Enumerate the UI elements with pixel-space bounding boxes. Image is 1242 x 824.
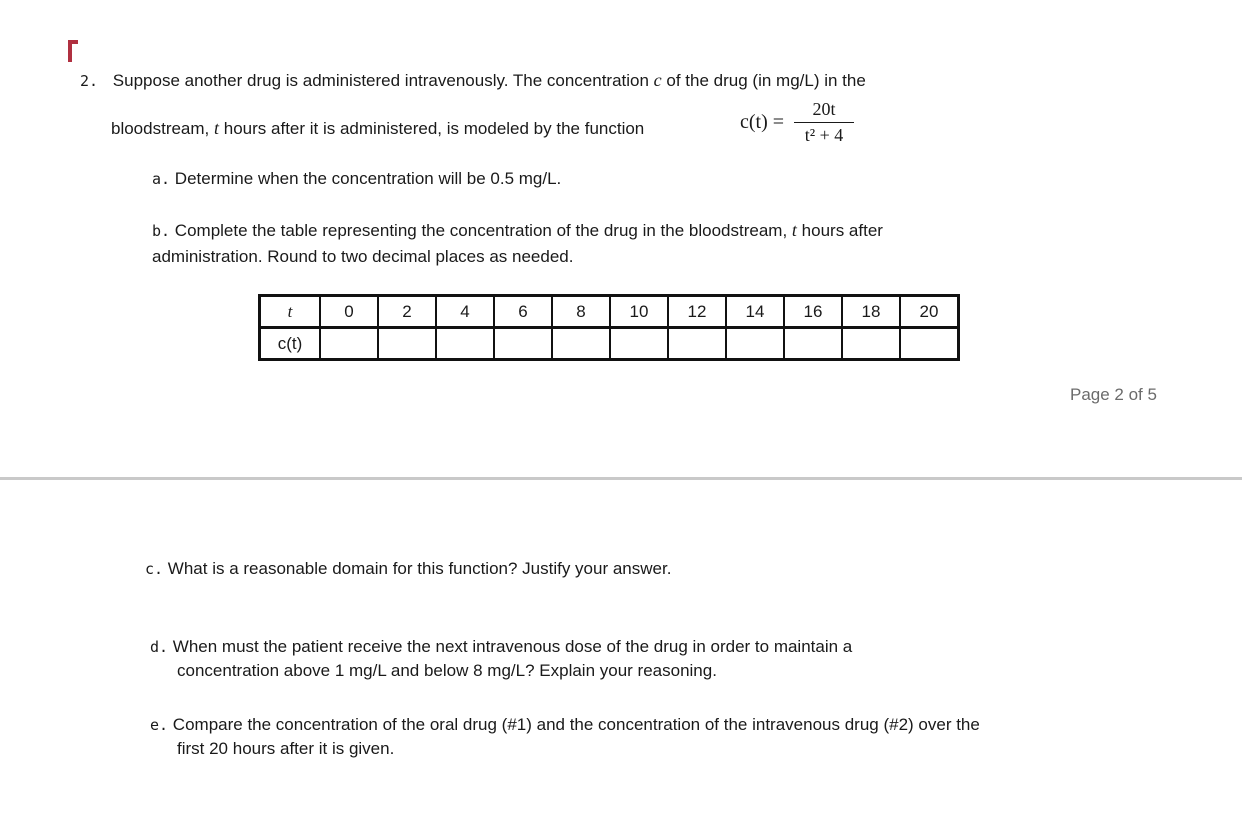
- question-2-line-1: [80, 70, 866, 91]
- ct-answer-cell[interactable]: [784, 328, 842, 360]
- t-value-cell: 4: [436, 296, 494, 328]
- variable-c: c: [653, 70, 662, 90]
- t-value-cell: 2: [378, 296, 436, 328]
- ct-answer-cell[interactable]: [552, 328, 610, 360]
- part-b-line-1: [152, 220, 883, 241]
- part-e-text: Compare the concentration of the oral drug (#1) and the concentration of the intravenous drug (#2) over the: [172, 715, 980, 734]
- ct-answer-cell[interactable]: [378, 328, 436, 360]
- fraction-bar: [794, 122, 854, 123]
- part-c: [145, 559, 671, 579]
- t-value-cell: 10: [610, 296, 668, 328]
- ct-answer-cell[interactable]: [494, 328, 552, 360]
- t-value-cell: 8: [552, 296, 610, 328]
- formula-lhs: c(t) =: [740, 111, 785, 133]
- part-c-letter: c.: [145, 560, 164, 578]
- ct-answer-cell[interactable]: [320, 328, 378, 360]
- ct-answer-cell[interactable]: [726, 328, 784, 360]
- part-e-line-2: first 20 hours after it is given.: [177, 739, 395, 758]
- ct-answer-cell[interactable]: [842, 328, 900, 360]
- part-b-letter: b.: [152, 222, 171, 240]
- t-value-cell: 16: [784, 296, 842, 328]
- t-value-cell: 12: [668, 296, 726, 328]
- part-a: [152, 169, 561, 189]
- part-e-line-1: [150, 715, 980, 735]
- part-e-letter: e.: [150, 716, 169, 734]
- ct-answer-cell[interactable]: [436, 328, 494, 360]
- part-c-text: What is a reasonable domain for this function? Justify your answer.: [167, 559, 672, 578]
- variable-t: t: [214, 118, 220, 138]
- question-number: 2.: [80, 72, 99, 90]
- part-d-text: When must the patient receive the next intravenous dose of the drug in order to maintain a: [172, 637, 853, 656]
- question-2-line-2: [111, 118, 644, 139]
- part-d-letter: d.: [150, 638, 169, 656]
- part-a-letter: a.: [152, 170, 171, 188]
- part-a-text: Determine when the concentration will be 0.5 mg/L.: [174, 169, 562, 188]
- ct-answer-cell[interactable]: [900, 328, 959, 360]
- formula-denominator: t² + 4: [804, 125, 844, 145]
- corner-bracket-mark: [68, 40, 80, 62]
- ct-answer-cell[interactable]: [610, 328, 668, 360]
- formula-fraction: [794, 98, 854, 145]
- t-value-cell: 20: [900, 296, 959, 328]
- t-value-cell: 14: [726, 296, 784, 328]
- t-value-cell: 0: [320, 296, 378, 328]
- row-header-t: t: [260, 296, 321, 328]
- concentration-table: [258, 294, 960, 361]
- formula-numerator: 20t: [812, 99, 836, 119]
- question-text-cont: hours after it is administered, is modeled by the function: [223, 119, 645, 138]
- question-text: Suppose another drug is administered intravenously. The concentration: [112, 71, 649, 90]
- part-b-text: Complete the table representing the concentration of the drug in the bloodstream,: [174, 221, 788, 240]
- t-value-cell: 6: [494, 296, 552, 328]
- row-header-ct: c(t): [260, 328, 321, 360]
- ct-answer-cell[interactable]: [668, 328, 726, 360]
- part-b-line-2: administration. Round to two decimal places as needed.: [152, 247, 574, 266]
- part-b-text-cont: hours after: [801, 221, 883, 240]
- concentration-formula: [740, 98, 860, 154]
- page-number: Page 2 of 5: [1070, 385, 1157, 404]
- table-row-ct: [260, 328, 959, 360]
- table-row-t: [260, 296, 959, 328]
- page-separator: [0, 477, 1242, 480]
- question-text: bloodstream,: [111, 119, 210, 138]
- part-d-line-2: concentration above 1 mg/L and below 8 mg/L? Explain your reasoning.: [177, 661, 717, 680]
- question-text-cont: of the drug (in mg/L) in the: [666, 71, 866, 90]
- part-d-line-1: [150, 637, 852, 657]
- t-value-cell: 18: [842, 296, 900, 328]
- variable-t: t: [791, 220, 797, 240]
